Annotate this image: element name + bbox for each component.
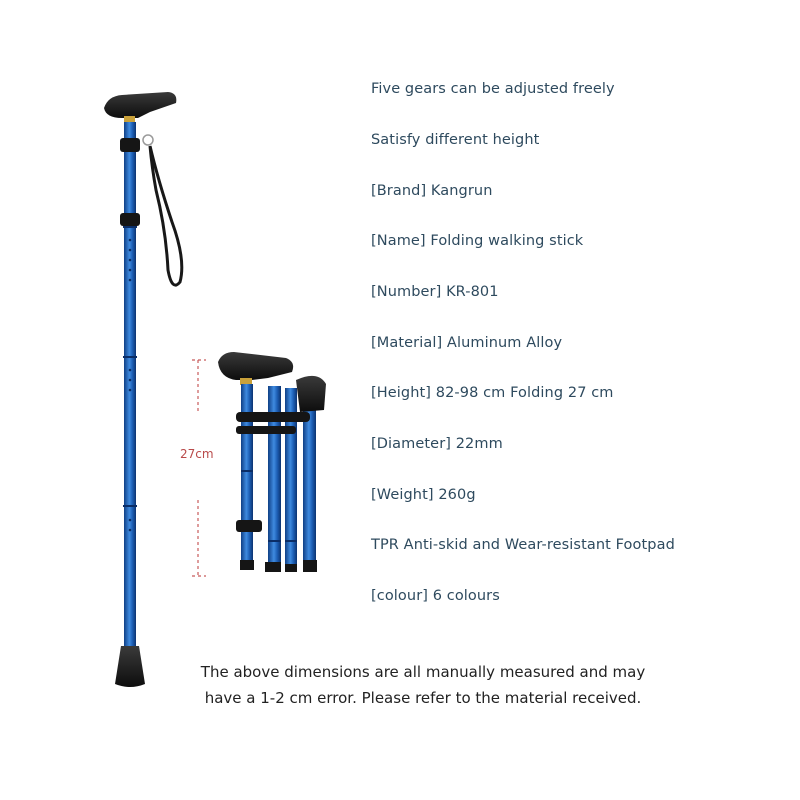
spec-height-fit: Satisfy different height	[371, 132, 540, 148]
spec-diameter: [Diameter] 22mm	[371, 436, 503, 452]
stick-shaft	[124, 122, 136, 650]
dimension-label: 27cm	[180, 447, 214, 461]
folded-handle	[218, 352, 293, 380]
spec-material: [Material] Aluminum Alloy	[371, 335, 563, 351]
spec-weight: [Weight] 260g	[371, 487, 476, 503]
spec-number: [Number] KR-801	[371, 284, 499, 300]
spec-footpad: TPR Anti-skid and Wear-resistant Footpad	[371, 537, 675, 553]
wrist-strap	[150, 146, 182, 285]
measurement-note-line1: The above dimensions are all manually measured and may	[200, 663, 646, 681]
spec-colour: [colour] 6 colours	[371, 588, 500, 604]
extended-stick	[104, 92, 182, 687]
band-clip	[120, 213, 140, 226]
handle-collar	[124, 116, 135, 123]
spec-adjustable-gears: Five gears can be adjusted freely	[371, 81, 615, 97]
measurement-note-line2: have a 1-2 cm error. Please refer to the material received.	[204, 689, 642, 707]
folded-stick	[218, 352, 326, 572]
strap-clip	[120, 138, 140, 152]
spec-height: [Height] 82-98 cm Folding 27 cm	[371, 385, 614, 401]
stick-handle	[104, 92, 176, 118]
dimension-marker	[192, 360, 206, 576]
spec-brand: [Brand] Kangrun	[371, 183, 493, 199]
spec-name: [Name] Folding walking stick	[371, 233, 584, 249]
